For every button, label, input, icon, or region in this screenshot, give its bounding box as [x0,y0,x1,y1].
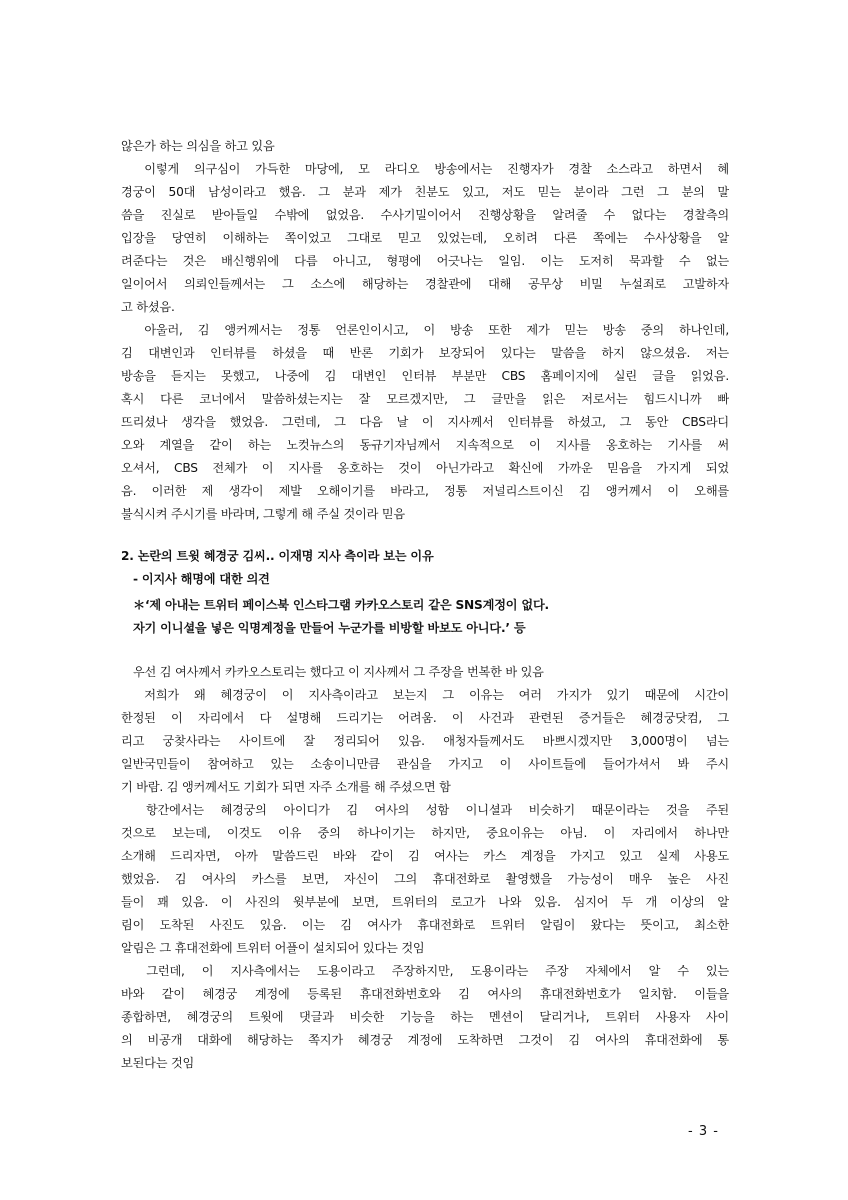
text-line: 고 하셨음. [121,300,175,314]
text-line: 바와 같이 혜경궁 계정에 등록된 휴대전화번호와 김 여사의 휴대전화번호가 일치함. 이들을 [121,987,729,1001]
text-line: 오셔서, CBS 전체가 이 지사를 옹호하는 것이 아닌가라고 확신에 가까운 믿음을 가지게 되었 [121,461,729,475]
text-line: 뜨리셨나 생각을 했었음. 그런데, 그 다음 날 이 지사께서 인터뷰를 하셨고, 그 동안 CBS라디 [121,415,729,429]
text-line: 일반국민들이 참여하고 있는 소송이니만큼 관심을 가지고 이 사이트들에 들어가셔서 봐 주시 [121,757,729,771]
text-line: 방송을 듣지는 못했고, 나중에 김 대변인 인터뷰 부분만 CBS 홈페이지에 실린 글을 읽었음. [121,369,729,383]
text-line: 김 대변인과 인터뷰를 하셨을 때 반론 기회가 보장되어 있다는 말씀을 하지 않으셨음. 저는 [121,346,729,360]
text-line: 들이 꽤 있음. 이 사진의 윗부분에 보면, 트위터의 로고가 나와 있음. 심지어 두 개 이상의 알 [121,895,729,909]
text-line: 종합하면, 혜경궁의 트윗에 댓글과 비슷한 기능을 하는 멘션이 달리거나, 트위터 사용자 사이 [121,1010,729,1024]
page-number: - 3 - [688,1124,719,1139]
text-line: 불식시켜 주시기를 바라며, 그렇게 해 주실 것이라 믿음 [121,507,406,521]
text-line: 림이 도착된 사진도 있음. 이는 김 여사가 휴대전화로 트위터 알림이 왔다는 뜻이고, 최소한 [121,918,729,932]
text-line: 입장을 당연히 이해하는 쪽이었고 그대로 믿고 있었는데, 오히려 다른 쪽에는 수사상황을 알 [121,231,729,245]
text-line: 알림은 그 휴대전화에 트위터 어플이 설치되어 있다는 것임 [121,941,425,955]
text-line: 우선 김 여사께서 카카오스토리는 했다고 이 지사께서 그 주장을 번복한 바 있음 [121,665,544,679]
text-line: 의 비공개 대화에 해당하는 쪽지가 혜경궁 계정에 도착하면 그것이 김 여사의 휴대전화에 통 [121,1033,729,1047]
text-line: 항간에서는 혜경궁의 아이디가 김 여사의 성함 이니셜과 비슷하기 때문이라는 것을 주된 [121,803,729,817]
section-subheading: - 이지사 해명에 대한 의견 [121,572,270,586]
text-line: 저희가 왜 혜경궁이 이 지사측이라고 보는지 그 이유는 여러 가지가 있기 때문에 시간이 [121,688,729,702]
text-line: 경궁이 50대 남성이라고 했음. 그 분과 제가 친분도 있고, 저도 믿는 분이라 그런 그 분의 말 [121,185,729,199]
text-line: 려준다는 것은 배신행위에 다름 아니고, 형평에 어긋나는 일임. 이는 도저히 묵과할 수 없는 [121,254,729,268]
text-line: 오와 계열을 같이 하는 노컷뉴스의 동규기자님께서 지속적으로 이 지사를 옹호하는 기사를 써 [121,438,729,452]
text-line: 그런데, 이 지사측에서는 도용이라고 주장하지만, 도용이라는 주장 자체에서 알 수 있는 [121,964,729,978]
text-line: 않은가 하는 의심을 하고 있음 [121,139,275,153]
quote-line: 자기 이니셜을 넣은 익명계정을 만들어 누군가를 비방할 바보도 아니다.’ 등 [121,621,526,635]
text-line: 이렇게 의구심이 가득한 마당에, 모 라디오 방송에서는 진행자가 경찰 소스라고 하면서 혜 [121,162,729,176]
text-line: 일이어서 의뢰인들께서는 그 소스에 해당하는 경찰관에 대해 공무상 비밀 누설죄로 고발하자 [121,277,729,291]
text-line: 했었음. 김 여사의 카스를 보면, 자신이 그의 휴대전화로 촬영했을 가능성이 매우 높은 사진 [121,872,729,886]
text-line: 아울러, 김 앵커께서는 정통 언론인이시고, 이 방송 또한 제가 믿는 방송 중의 하나인데, [121,323,729,337]
text-line: 소개해 드리자면, 아까 말씀드린 바와 같이 김 여사는 카스 계정을 가지고 있고 실제 사용도 [121,849,729,863]
text-line: 씀을 진실로 받아들일 수밖에 없었음. 수사기밀이어서 진행상황을 알려줄 수 없다는 경찰측의 [121,208,729,222]
text-line: 혹시 다른 코너에서 말씀하셨는지는 잘 모르겠지만, 그 글만을 읽은 저로서는 힘드시니까 빠 [121,392,729,406]
text-line: 보된다는 것임 [121,1056,195,1070]
section-heading: 2. 논란의 트윗 혜경궁 김씨.. 이재명 지사 측이라 보는 이유 [121,549,434,563]
text-line: 음. 이러한 제 생각이 제발 오해이기를 바라고, 정통 저널리스트이신 김 앵커께서 이 오해를 [121,484,729,498]
text-line: 리고 궁찾사라는 사이트에 잘 정리되어 있음. 애청자들께서도 바쁘시겠지만 3,000명이 넘는 [121,734,729,748]
quote-line: ＊‘제 아내는 트위터 페이스북 인스타그램 카카오스토리 같은 SNS계정이 없다. [121,598,549,612]
text-line: 기 바람. 김 앵커께서도 기회가 되면 자주 소개를 해 주셨으면 함 [121,780,451,794]
text-line: 것으로 보는데, 이것도 이유 중의 하나이기는 하지만, 중요이유는 아님. 이 자리에서 하나만 [121,826,729,840]
text-line: 한정된 이 자리에서 다 설명해 드리기는 어려움. 이 사건과 관련된 증거들은 혜경궁닷컴, 그 [121,711,729,725]
